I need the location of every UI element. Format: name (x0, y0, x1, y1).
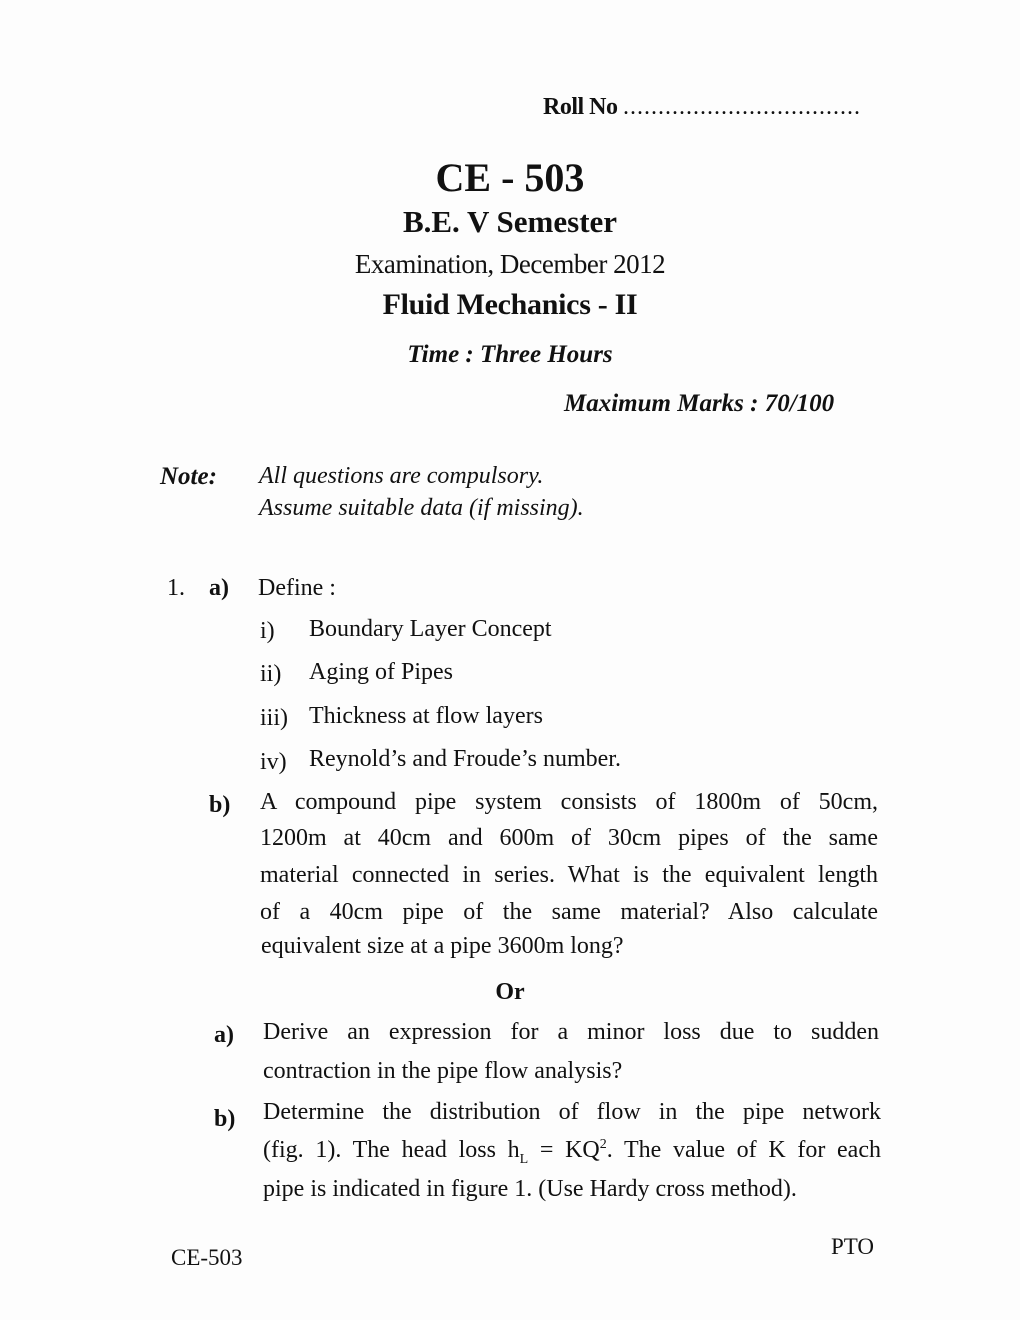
semester-title: B.E. V Semester (402, 204, 618, 239)
note-line: All questions are compulsory. (259, 463, 544, 489)
text-line: pipe is indicated in figure 1. (Use Hardy cross method). (263, 1176, 797, 1202)
part-label: a) (209, 575, 229, 601)
text-line: material connected in series. What is the equivalent length (260, 862, 878, 888)
part-label: b) (209, 792, 231, 818)
note-label: Note: (160, 463, 217, 490)
text-line: of a 40cm pipe of the same material? Also calculate (260, 899, 878, 925)
roll-number-label: Roll No (543, 94, 618, 120)
note-line: Assume suitable data (if missing). (259, 495, 584, 521)
part-a-text: Define : (258, 575, 336, 601)
sub-item-text: Boundary Layer Concept (309, 616, 552, 642)
course-code: CE - 503 (435, 155, 585, 200)
sub-item-text: Aging of Pipes (309, 659, 453, 685)
subject-title: Fluid Mechanics - II (382, 288, 638, 321)
text-line: equivalent size at a pipe 3600m long? (261, 933, 624, 959)
text-line: A compound pipe system consists of 1800m of 50cm, (260, 789, 878, 815)
text-line: Determine the distribution of flow in the pipe network (263, 1099, 881, 1125)
examination-date: Examination, December 2012 (354, 249, 666, 279)
roll-number-blank: .................................. (623, 94, 861, 120)
text-line: 1200m at 40cm and 600m of 30cm pipes of the same (260, 825, 878, 851)
formula-prefix: (fig. 1). The head loss h (263, 1137, 520, 1163)
exam-duration: Time : Three Hours (407, 341, 613, 368)
sub-item-text: Thickness at flow layers (309, 703, 543, 729)
text-line: contraction in the pipe flow analysis? (263, 1058, 623, 1084)
or-separator: Or (495, 979, 525, 1005)
part-b-text (260, 789, 878, 936)
question-number: 1. (167, 575, 185, 601)
sub-item-number: ii) (260, 661, 282, 687)
maximum-marks: Maximum Marks : 70/100 (564, 390, 835, 417)
part-label: b) (214, 1106, 236, 1132)
formula-superscript: 2 (599, 1137, 607, 1152)
sub-item-number: i) (260, 618, 275, 644)
formula-suffix: . The value of K for each (606, 1137, 881, 1163)
text-line-formula (263, 1137, 881, 1175)
roll-number-field (543, 94, 861, 121)
footer-course-code: CE-503 (171, 1245, 243, 1270)
alt-part-a-text (263, 1019, 879, 1058)
alt-part-b-text (263, 1099, 881, 1175)
footer-pto: PTO (831, 1234, 875, 1259)
formula-subscript: L (519, 1151, 529, 1167)
formula-mid: = KQ (528, 1137, 600, 1163)
sub-item-number: iv) (260, 749, 287, 775)
part-label: a) (214, 1022, 234, 1048)
text-line: Derive an expression for a minor loss due to sudden (263, 1019, 879, 1045)
sub-item-text: Reynold’s and Froude’s number. (309, 746, 621, 772)
sub-item-number: iii) (260, 705, 288, 731)
